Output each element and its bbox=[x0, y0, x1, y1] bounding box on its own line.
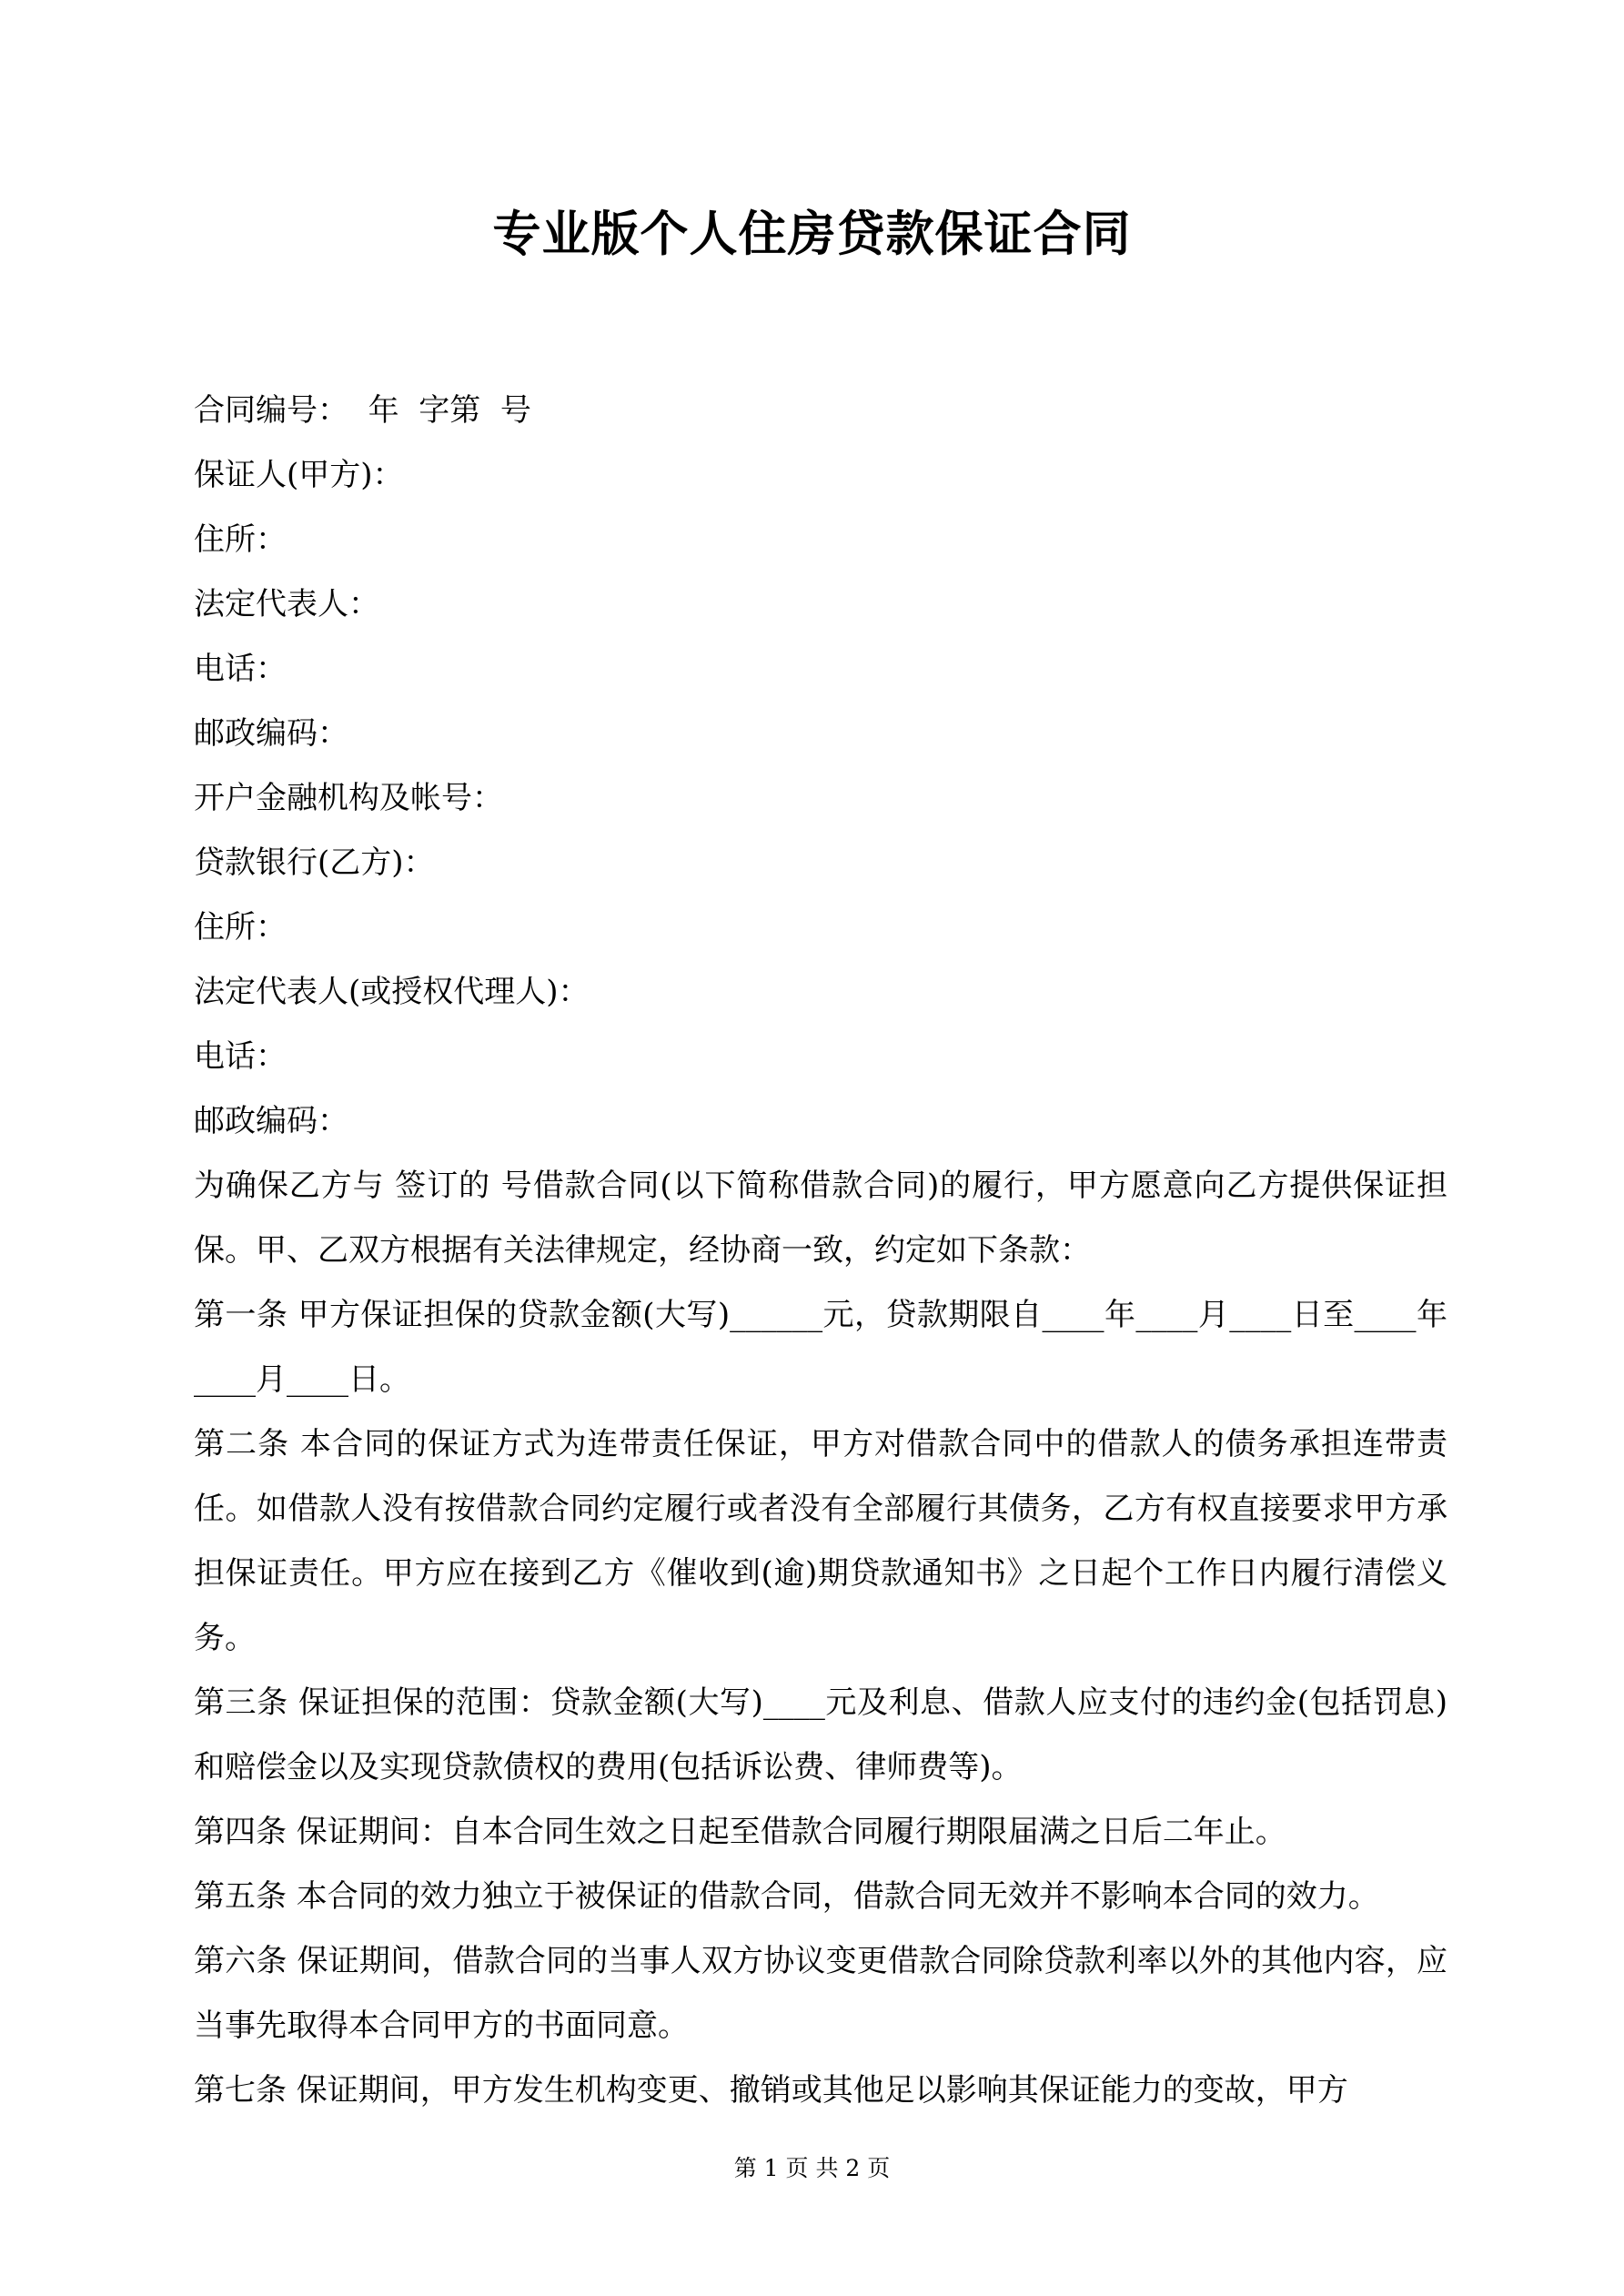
guarantor-field: 保证人(甲方)： bbox=[194, 457, 404, 493]
lender-postcode-field: 邮政编码： bbox=[194, 1103, 348, 1139]
article-1-paragraph: 第一条 甲方保证担保的贷款金额(大写)______元，贷款期限自____年____月____日至____年____月____日。 bbox=[194, 1297, 1447, 1398]
article-4-paragraph: 第四条 保证期间：自本合同生效之日起至借款合同履行期限届满之日后二年止。 bbox=[194, 1814, 1286, 1850]
article-5-paragraph: 第五条 本合同的效力独立于被保证的借款合同，借款合同无效并不影响本合同的效力。 bbox=[194, 1878, 1379, 1915]
lender-legal-rep-field: 法定代表人(或授权代理人)： bbox=[194, 974, 590, 1010]
guarantor-bank-account-field: 开户金融机构及帐号： bbox=[194, 780, 503, 816]
article-2-paragraph: 第二条 本合同的保证方式为连带责任保证，甲方对借款合同中的借款人的债务承担连带责任。如借款人没有按借款合同约定履行或者没有全部履行其债务，乙方有权直接要求甲方承担保证责任。甲方应在接到乙方《催收到(逾)期贷款通知书》之日起个工作日内履行清偿义务。 bbox=[194, 1426, 1447, 1656]
guarantor-postcode-field: 邮政编码： bbox=[194, 715, 348, 752]
article-7-paragraph: 第七条 保证期间，甲方发生机构变更、撤销或其他足以影响其保证能力的变故，甲方 bbox=[194, 2072, 1348, 2109]
contract-number-field: 合同编号： 年 字第 号 bbox=[194, 392, 531, 429]
document-body bbox=[194, 379, 1447, 2123]
guarantor-phone-field: 电话： bbox=[194, 651, 287, 687]
guarantor-address-field: 住所： bbox=[194, 521, 287, 558]
page-number-footer: 第 1 页 共 2 页 bbox=[733, 2155, 891, 2181]
preamble-paragraph: 为确保乙方与 签订的 号借款合同(以下简称借款合同)的履行，甲方愿意向乙方提供保证担保。甲、乙双方根据有关法律规定，经协商一致，约定如下条款： bbox=[194, 1168, 1447, 1269]
article-6-paragraph: 第六条 保证期间，借款合同的当事人双方协议变更借款合同除贷款利率以外的其他内容，应当事先取得本合同甲方的书面同意。 bbox=[194, 1943, 1447, 2044]
lender-address-field: 住所： bbox=[194, 909, 287, 946]
article-3-paragraph: 第三条 保证担保的范围：贷款金额(大写)____元及利息、借款人应支付的违约金(包括罚息)和赔偿金以及实现贷款债权的费用(包括诉讼费、律师费等)。 bbox=[194, 1684, 1447, 1785]
lender-field: 贷款银行(乙方)： bbox=[194, 845, 435, 881]
guarantor-legal-rep-field: 法定代表人： bbox=[194, 586, 379, 622]
lender-phone-field: 电话： bbox=[194, 1038, 287, 1075]
document-title: 专业版个人住房贷款保证合同 bbox=[492, 206, 1132, 262]
